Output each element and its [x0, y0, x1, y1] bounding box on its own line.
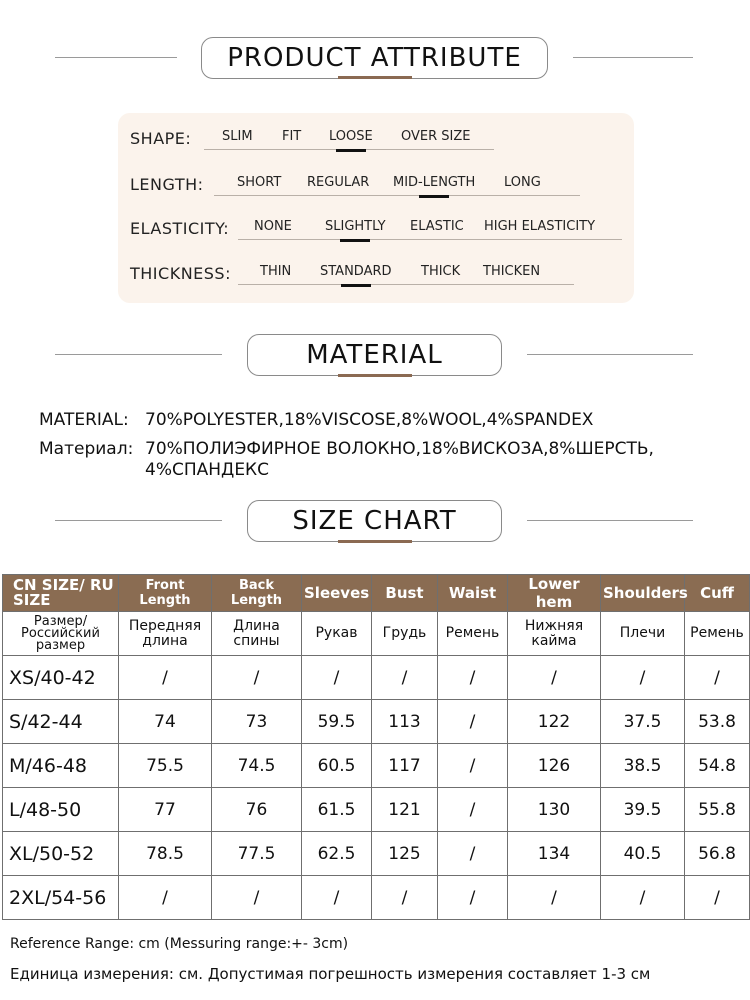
- measurement-cell: /: [212, 876, 302, 920]
- attribute-option-selected: LOOSE: [329, 129, 373, 144]
- measurement-cell: 75.5: [119, 744, 212, 788]
- table-row: [3, 788, 750, 832]
- section-title: SIZE CHART: [247, 500, 502, 542]
- measurement-cell: /: [438, 656, 508, 700]
- attribute-option-selected: STANDARD: [320, 264, 392, 279]
- column-header: Lower hem: [508, 575, 601, 612]
- attribute-option: OVER SIZE: [401, 129, 471, 144]
- material-label-en: MATERIAL:: [39, 410, 129, 430]
- table-header-ru: [3, 612, 750, 656]
- measurement-note-ru: Единица измерения: см. Допустимая погрешность измерения составляет 1-3 см: [10, 965, 651, 983]
- size-cell: 2XL/54-56: [3, 876, 119, 920]
- measurement-cell: /: [685, 656, 750, 700]
- measurement-cell: /: [438, 876, 508, 920]
- column-header: Cuff: [685, 575, 750, 612]
- measurement-cell: /: [119, 656, 212, 700]
- attribute-option: REGULAR: [307, 175, 370, 190]
- attribute-option: THIN: [260, 264, 292, 279]
- attribute-rule: [238, 284, 574, 285]
- measurement-cell: 39.5: [601, 788, 685, 832]
- material-value-ru-cont: 4%СПАНДЕКС: [145, 460, 269, 480]
- column-header: CN SIZE/ RU SIZE: [3, 575, 119, 612]
- measurement-cell: 74: [119, 700, 212, 744]
- column-header: Back Length: [212, 575, 302, 612]
- attribute-panel: [118, 113, 634, 303]
- reference-range-note: Reference Range: cm (Messuring range:+- 3cm): [10, 936, 349, 952]
- divider-line: [55, 354, 222, 355]
- size-cell: M/46-48: [3, 744, 119, 788]
- measurement-cell: 73: [212, 700, 302, 744]
- column-header: Bust: [372, 575, 438, 612]
- measurement-cell: 77.5: [212, 832, 302, 876]
- measurement-cell: /: [302, 876, 372, 920]
- measurement-cell: 54.8: [685, 744, 750, 788]
- measurement-cell: 37.5: [601, 700, 685, 744]
- measurement-cell: /: [508, 656, 601, 700]
- column-header: Нижняя кайма: [508, 612, 601, 656]
- measurement-cell: /: [372, 656, 438, 700]
- divider-line: [527, 520, 693, 521]
- measurement-cell: /: [438, 832, 508, 876]
- measurement-cell: 38.5: [601, 744, 685, 788]
- title-underline: [338, 374, 412, 377]
- measurement-cell: 126: [508, 744, 601, 788]
- measurement-cell: /: [601, 656, 685, 700]
- attribute-rule: [214, 195, 580, 196]
- size-cell: L/48-50: [3, 788, 119, 832]
- measurement-cell: 121: [372, 788, 438, 832]
- measurement-cell: 53.8: [685, 700, 750, 744]
- measurement-cell: 76: [212, 788, 302, 832]
- measurement-cell: 113: [372, 700, 438, 744]
- measurement-cell: 122: [508, 700, 601, 744]
- measurement-cell: 77: [119, 788, 212, 832]
- attribute-option-selected: MID-LENGTH: [393, 175, 476, 190]
- attribute-label: SHAPE:: [130, 129, 192, 148]
- attribute-option: THICKEN: [483, 264, 541, 279]
- material-value-ru: 70%ПОЛИЭФИРНОЕ ВОЛОКНО,18%ВИСКОЗА,8%ШЕРСТЬ,: [145, 439, 654, 459]
- table-row: [3, 876, 750, 920]
- table-row: [3, 832, 750, 876]
- measurement-cell: 62.5: [302, 832, 372, 876]
- title-underline: [338, 540, 412, 543]
- measurement-cell: /: [302, 656, 372, 700]
- table-row: [3, 744, 750, 788]
- column-header: Рукав: [302, 612, 372, 656]
- measurement-cell: 55.8: [685, 788, 750, 832]
- attribute-option: FIT: [282, 129, 302, 144]
- size-cell: XS/40-42: [3, 656, 119, 700]
- measurement-cell: 125: [372, 832, 438, 876]
- measurement-cell: 74.5: [212, 744, 302, 788]
- size-chart-table: [2, 574, 750, 920]
- measurement-cell: /: [119, 876, 212, 920]
- attribute-label: THICKNESS:: [130, 264, 231, 283]
- section-title: PRODUCT ATTRIBUTE: [201, 37, 548, 79]
- measurement-cell: /: [438, 744, 508, 788]
- attribute-option-selected: SLIGHTLY: [325, 219, 386, 234]
- column-header: Длина спины: [212, 612, 302, 656]
- attribute-option: SHORT: [237, 175, 282, 190]
- measurement-cell: 40.5: [601, 832, 685, 876]
- column-header: Грудь: [372, 612, 438, 656]
- measurement-cell: 59.5: [302, 700, 372, 744]
- size-cell: S/42-44: [3, 700, 119, 744]
- measurement-cell: /: [685, 876, 750, 920]
- measurement-cell: /: [601, 876, 685, 920]
- table-row: [3, 700, 750, 744]
- attribute-rule: [238, 239, 622, 240]
- measurement-cell: /: [372, 876, 438, 920]
- size-cell: XL/50-52: [3, 832, 119, 876]
- material-value-en: 70%POLYESTER,18%VISCOSE,8%WOOL,4%SPANDEX: [145, 410, 594, 430]
- column-header: Waist: [438, 575, 508, 612]
- title-underline: [338, 76, 412, 79]
- table-header-en: [3, 575, 750, 612]
- attribute-option: THICK: [421, 264, 461, 279]
- measurement-cell: /: [508, 876, 601, 920]
- divider-line: [573, 57, 693, 58]
- attribute-option: LONG: [504, 175, 541, 190]
- column-header: Front Length: [119, 575, 212, 612]
- table-row: [3, 656, 750, 700]
- measurement-cell: 56.8: [685, 832, 750, 876]
- measurement-cell: 130: [508, 788, 601, 832]
- column-header: Sleeves: [302, 575, 372, 612]
- measurement-cell: /: [438, 788, 508, 832]
- measurement-cell: /: [212, 656, 302, 700]
- column-header: Ремень: [685, 612, 750, 656]
- column-header: Плечи: [601, 612, 685, 656]
- column-header: Ремень: [438, 612, 508, 656]
- measurement-cell: 134: [508, 832, 601, 876]
- measurement-cell: /: [438, 700, 508, 744]
- attribute-row-shape: [118, 125, 634, 155]
- attribute-option: NONE: [254, 219, 292, 234]
- column-header: Shoulders: [601, 575, 685, 612]
- attribute-row-length: [118, 171, 634, 201]
- attribute-label: ELASTICITY:: [130, 219, 230, 238]
- measurement-cell: 61.5: [302, 788, 372, 832]
- measurement-cell: 78.5: [119, 832, 212, 876]
- divider-line: [527, 354, 693, 355]
- attribute-option: HIGH ELASTICITY: [484, 219, 596, 234]
- measurement-cell: 60.5: [302, 744, 372, 788]
- attribute-option: ELASTIC: [410, 219, 464, 234]
- column-header: Размер/ Российский размер: [3, 612, 119, 656]
- attribute-row-thickness: [118, 260, 634, 290]
- material-label-ru: Материал:: [39, 439, 134, 459]
- attribute-row-elasticity: [118, 215, 634, 245]
- column-header: Передняя длина: [119, 612, 212, 656]
- attribute-option: SLIM: [222, 129, 253, 144]
- divider-line: [55, 57, 177, 58]
- measurement-cell: 117: [372, 744, 438, 788]
- section-title: MATERIAL: [247, 334, 502, 376]
- divider-line: [55, 520, 222, 521]
- attribute-label: LENGTH:: [130, 175, 204, 194]
